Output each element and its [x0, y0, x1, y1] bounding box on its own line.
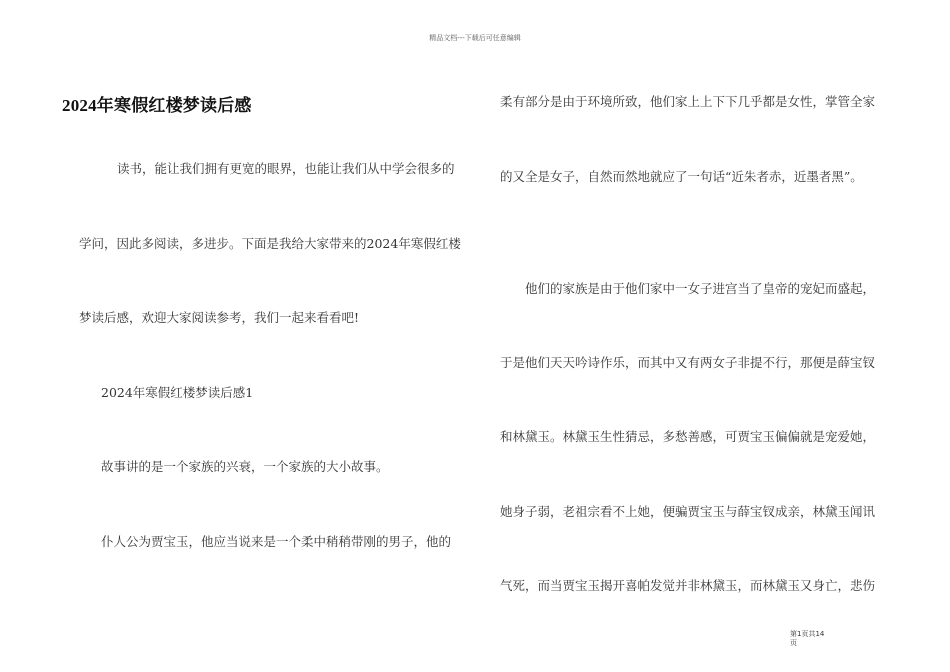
left-paragraph-line-4: 故事讲的是一个家族的兴衰，一个家族的大小故事。 — [101, 459, 389, 474]
document-header-note: 精品文档---下载后可任意编辑 — [429, 34, 521, 42]
right-paragraph-line-4: 于是他们天天吟诗作乐，而其中又有两女子非提不行，那便是薛宝钗 — [500, 355, 876, 370]
right-paragraph-line-6: 她身子弱，老祖宗看不上她，便骗贾宝玉与薛宝钗成亲，林黛玉闻讯 — [500, 504, 876, 519]
left-paragraph-line-3: 梦读后感，欢迎大家阅读参考，我们一起来看看吧! — [79, 310, 360, 325]
left-paragraph-line-1: 读书，能让我们拥有更宽的眼界，也能让我们从中学会很多的 — [117, 161, 455, 176]
page-number: 第1页共14页 — [790, 630, 825, 647]
right-paragraph-line-5: 和林黛玉。林黛玉生性猜忌，多愁善感，可贾宝玉偏偏就是宠爱她， — [500, 429, 876, 444]
right-paragraph-line-2: 的又全是女子，自然而然地就应了一句话“近朱者赤，近墨者黑”。 — [500, 169, 863, 184]
right-paragraph-line-1: 柔有部分是由于环境所致，他们家上上下下几乎都是女性，掌管全家 — [500, 94, 876, 109]
section-heading: 2024年寒假红楼梦读后感1 — [101, 385, 254, 400]
right-paragraph-line-7: 气死，而当贾宝玉揭开喜帕发觉并非林黛玉，而林黛玉又身亡，悲伤 — [500, 578, 876, 593]
left-paragraph-line-2: 学问，因此多阅读，多进步。下面是我给大家带来的2024年寒假红楼 — [79, 236, 461, 251]
left-paragraph-line-5: 仆人公为贾宝玉，他应当说来是一个柔中稍稍带刚的男子，他的 — [101, 534, 452, 549]
document-title: 2024年寒假红楼梦读后感 — [62, 96, 252, 115]
right-paragraph-line-3: 他们的家族是由于他们家中一女子进宫当了皇帝的宠妃而盛起， — [525, 281, 876, 296]
